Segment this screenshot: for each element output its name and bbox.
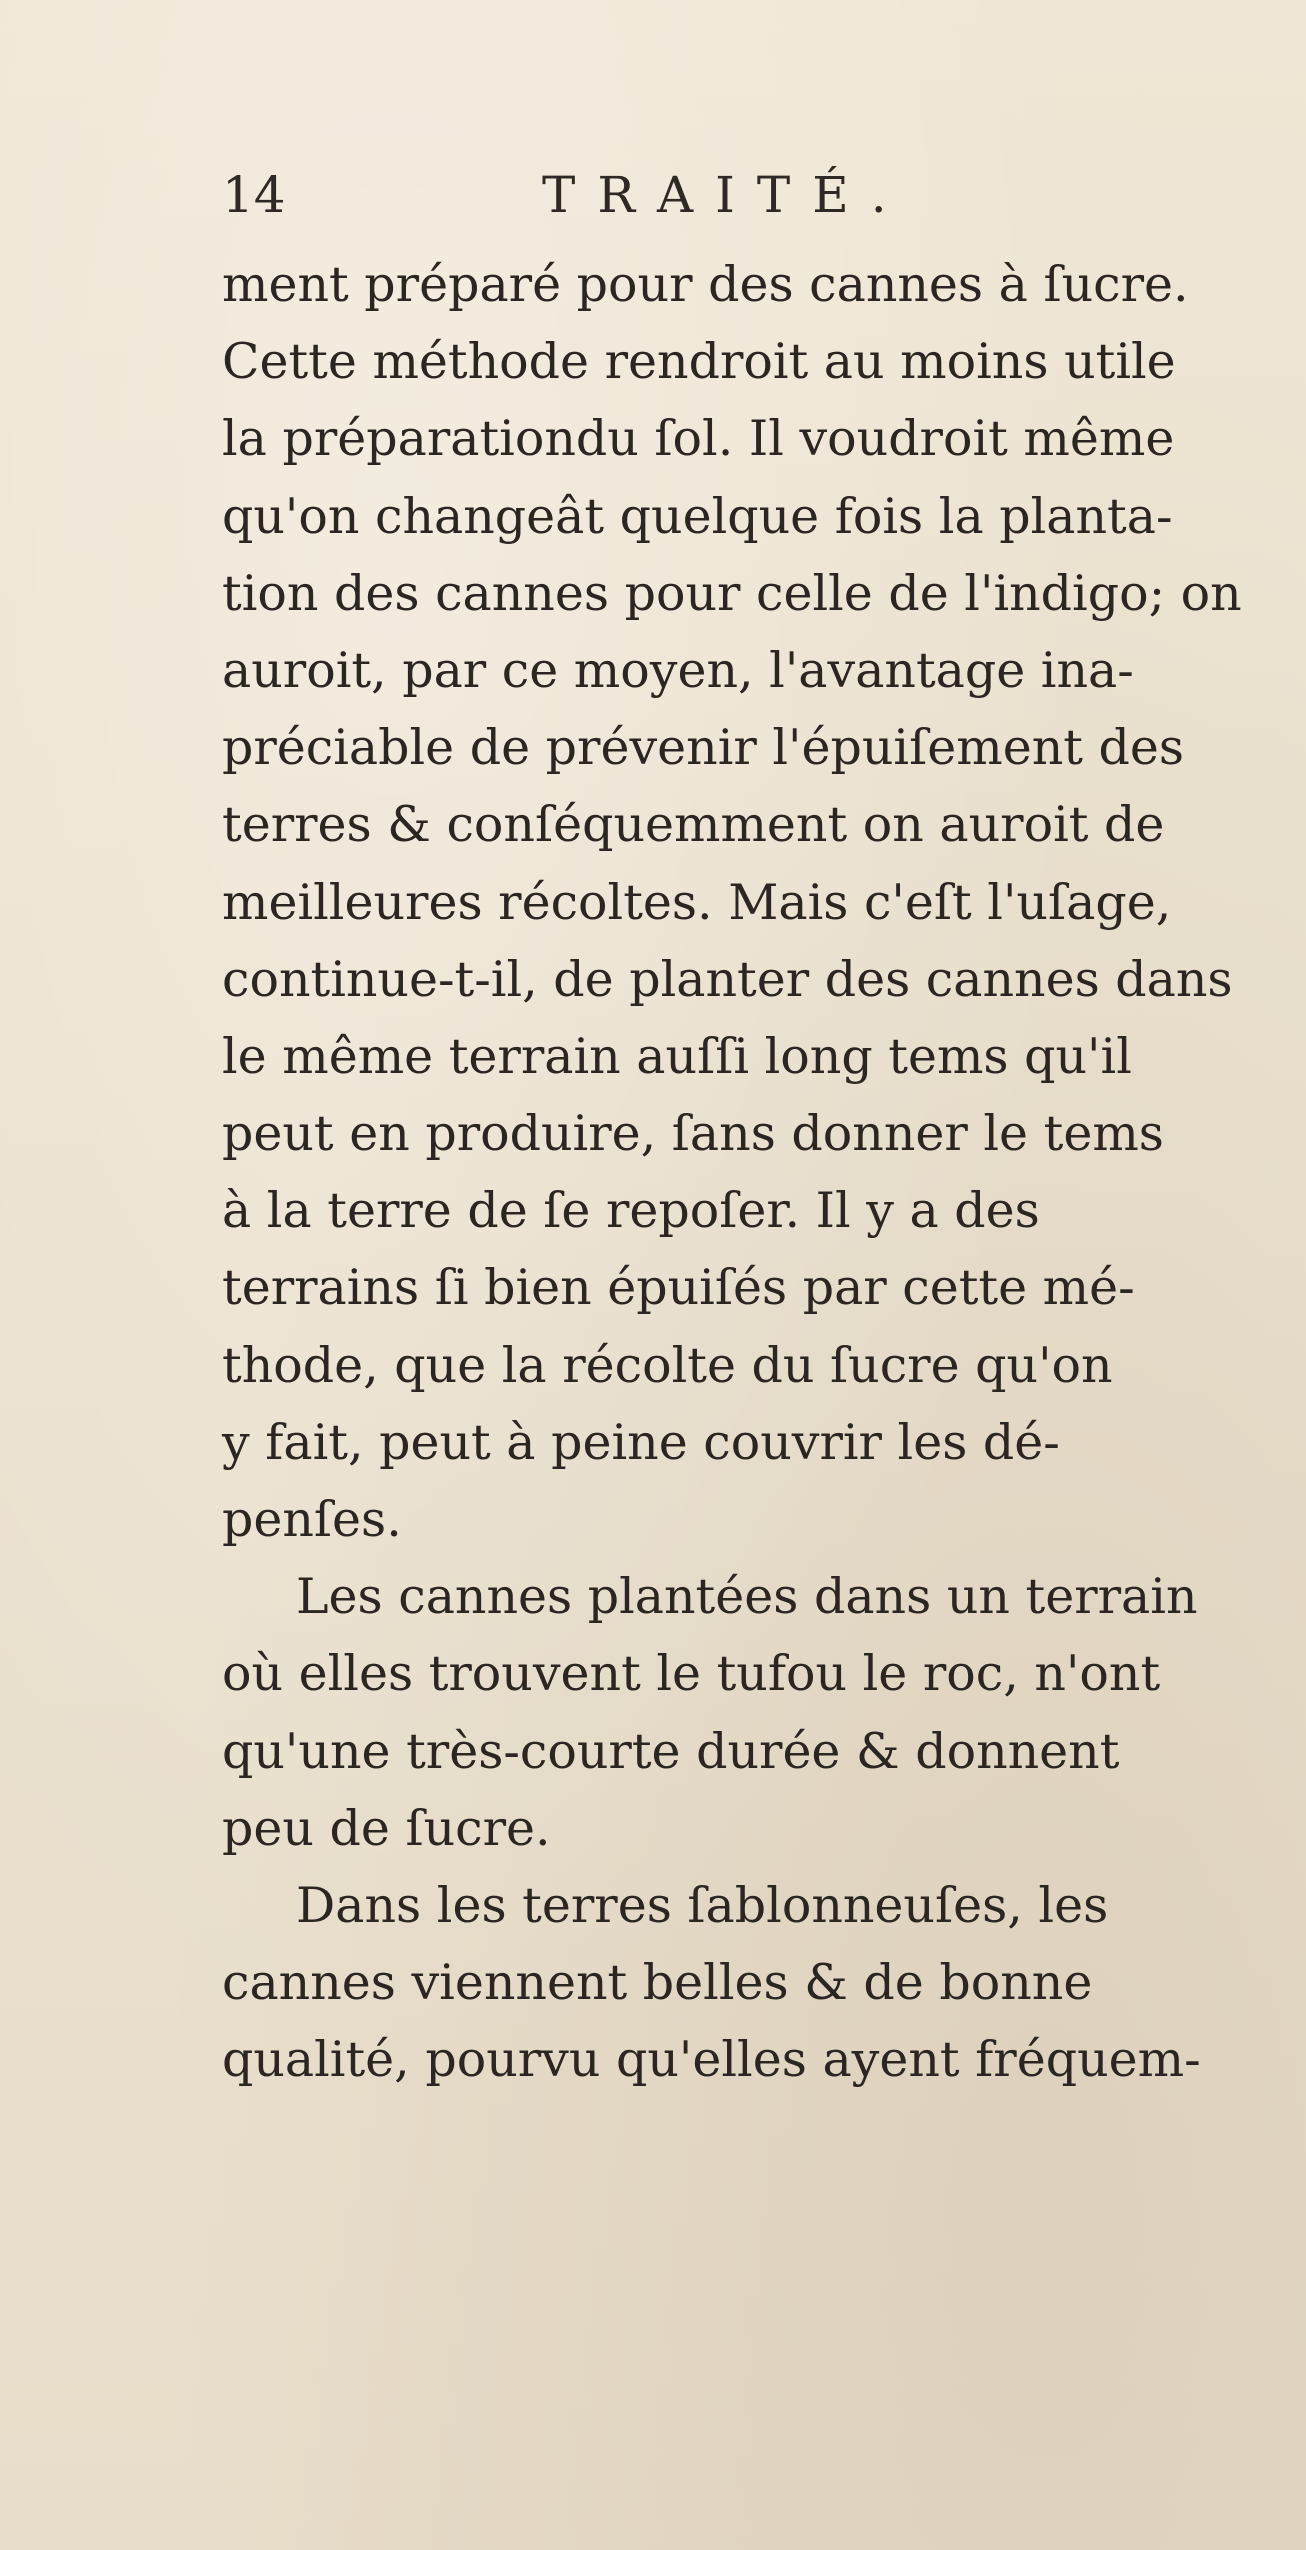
body-text bbox=[222, 246, 1242, 2099]
text-line: continue-t-il, de planter des cannes dans bbox=[222, 950, 1233, 1008]
text-line: où elles trouvent le tufou le roc, n'ont bbox=[222, 1645, 1161, 1703]
text-line: peut en produire, ſans donner le tems bbox=[222, 1105, 1164, 1163]
text-line: Cette méthode rendroit au moins utile bbox=[222, 333, 1176, 391]
page-number: 14 bbox=[222, 166, 286, 224]
text-line: la préparationdu ſol. Il voudroit même bbox=[222, 410, 1175, 468]
text-line: tion des cannes pour celle de l'indigo; on bbox=[222, 564, 1242, 622]
text-line: thode, que la récolte du ſucre qu'on bbox=[222, 1336, 1113, 1394]
text-line-indented: Dans les terres ſablonneuſes, les bbox=[296, 1876, 1109, 1934]
text-line: qu'une très-courte durée & donnent bbox=[222, 1722, 1120, 1780]
text-line: terrains ſi bien épuiſés par cette mé- bbox=[222, 1259, 1135, 1317]
text-line: auroit, par ce moyen, l'avantage ina- bbox=[222, 641, 1134, 699]
text-line-indented: Les cannes plantées dans un terrain bbox=[296, 1568, 1198, 1626]
text-line: peu de ſucre. bbox=[222, 1799, 551, 1857]
text-line: terres & conſéquemment on auroit de bbox=[222, 796, 1165, 854]
text-line: le même terrain auſſi long tems qu'il bbox=[222, 1027, 1132, 1085]
text-line: qualité, pourvu qu'elles ayent fréquem- bbox=[222, 2031, 1201, 2089]
text-line: meilleures récoltes. Mais c'eſt l'uſage, bbox=[222, 873, 1172, 931]
text-line: qu'on changeât quelque fois la planta- bbox=[222, 487, 1173, 545]
text-line: ment préparé pour des cannes à ſucre. bbox=[222, 256, 1189, 313]
running-title: TRAITÉ. bbox=[542, 166, 909, 224]
text-line: à la terre de ſe repoſer. Il y a des bbox=[222, 1182, 1040, 1240]
text-line: cannes viennent belles & de bonne bbox=[222, 1954, 1093, 2012]
text-line: y fait, peut à peine couvrir les dé- bbox=[222, 1413, 1060, 1471]
text-line: préciable de prévenir l'épuiſement des bbox=[222, 719, 1185, 777]
text-line: penſes. bbox=[222, 1491, 402, 1548]
page-header bbox=[222, 155, 1222, 235]
